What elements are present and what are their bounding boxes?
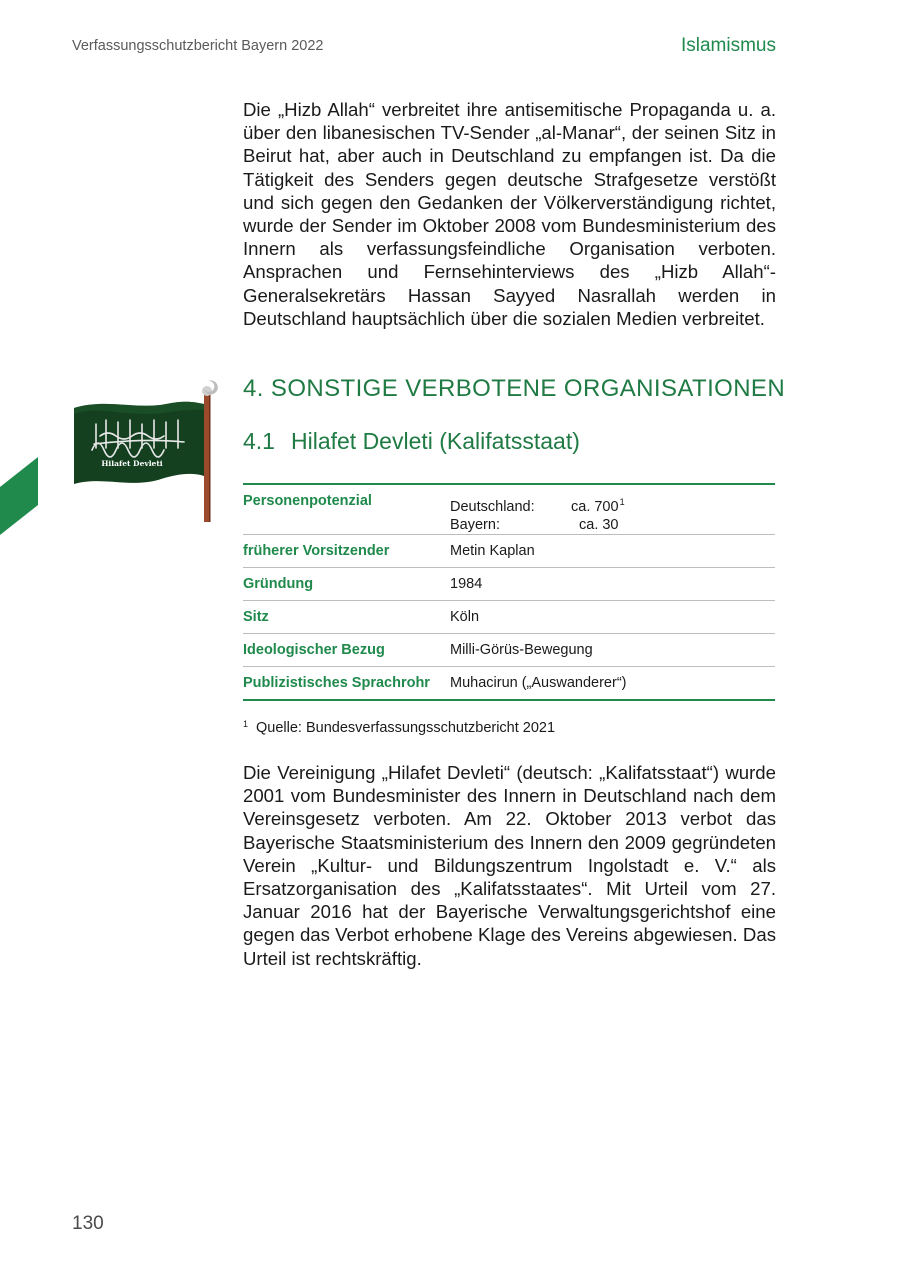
section-heading [243,375,785,403]
subsection-title: Hilafet Devleti (Kalifatsstaat) [290,428,580,454]
table-label: Personenpotenzial [243,484,450,535]
chapter-tab-marker [0,457,38,535]
table-label: Gründung [243,568,450,601]
table-row [243,601,775,634]
table-value: Köln [450,601,775,634]
table-row-personenpotenzial [243,484,775,535]
flag-caption: Hilafet Devleti [101,459,163,468]
body-paragraph: Die Vereinigung „Hilafet Devleti“ (deutsch: „Kalifatsstaat“) wurde 2001 vom Bundesminister des Innern in Deutschland nach dem Vereinsgesetz verboten. Am 22. Oktober 2013 verbot das Bayerische Staatsministerium des Innern den 2009 gegründeten Verein „Kultur- und Bildungszentrum Ingolstadt e. V.“ als Ersatzorganisation des „Kalifatsstaates“. Mit Urteil vom 27. Januar 2016 hat der Bayerische Verwaltungsgerichtshof eine gegen das Verbot erhobene Klage des Vereins abgewiesen. Das Urteil ist rechtskräftig. [243,762,776,969]
amount-deutschland: ca. 700 [571,499,619,515]
table-value: Muhacirun („Auswanderer“) [450,675,627,691]
running-head-chapter: Islamismus [680,35,776,56]
amount-bayern: ca. 30 [579,517,619,533]
footnote-text: Quelle: Bundesverfassungsschutzbericht 2021 [256,720,556,736]
table-row [243,568,775,601]
table-value: Milli-Görüs-Bewegung [450,634,775,667]
footnote-reference: 1 [619,497,625,507]
hilafet-devleti-flag-image [66,380,218,526]
table-label: Sitz [243,601,450,634]
table-label: Ideologischer Bezug [243,634,450,667]
table-row [243,535,775,568]
intro-paragraph: Die „Hizb Allah“ verbreitet ihre antisemitische Propaganda u. a. über den libanesischen TV-Sender „al-Manar“, der seinen Sitz in Beirut hat, aber auch in Deutschland zu empfangen ist. Da die Tätigkeit des Senders gegen deutsche Strafgesetze verstößt und sich gegen den Gedanken der Völkerverständigung richtet, wurde der Sender im Oktober 2008 vom Bundesministerium des Innern als verfassungsfeindliche Organisation verboten. Ansprachen und Fernsehinterviews des „Hizb Allah“-Generalsekretärs Hassan Sayyed Nasrallah werden in Deutschland hauptsächlich über die sozialen Medien verbreitet. [243,99,776,329]
table-value: Metin Kaplan [450,535,775,568]
flag-cloth [74,402,204,484]
flag-finial [202,386,212,396]
table-row [243,667,775,701]
location-label-deutschland: Deutschland: [450,499,535,515]
footnote-mark: 1 [243,719,249,729]
table-label: früherer Vorsitzender [243,535,450,568]
table-row [243,634,775,667]
running-head-title: Verfassungsschutzbericht Bayern 2022 [72,38,324,54]
footnote [243,719,555,736]
page-number: 130 [72,1213,104,1234]
section-title: SONSTIGE VERBOTENE ORGANISATIONEN [270,375,786,402]
table-label: Publizistisches Sprachrohr [243,675,430,691]
organization-fact-table [243,483,775,701]
location-label-bayern: Bayern: [450,517,500,533]
section-number: 4. [243,375,264,402]
subsection-number: 4.1 [243,428,275,454]
subsection-heading [243,428,580,455]
table-value-personenpotenzial [450,484,775,535]
table-value: 1984 [450,568,775,601]
